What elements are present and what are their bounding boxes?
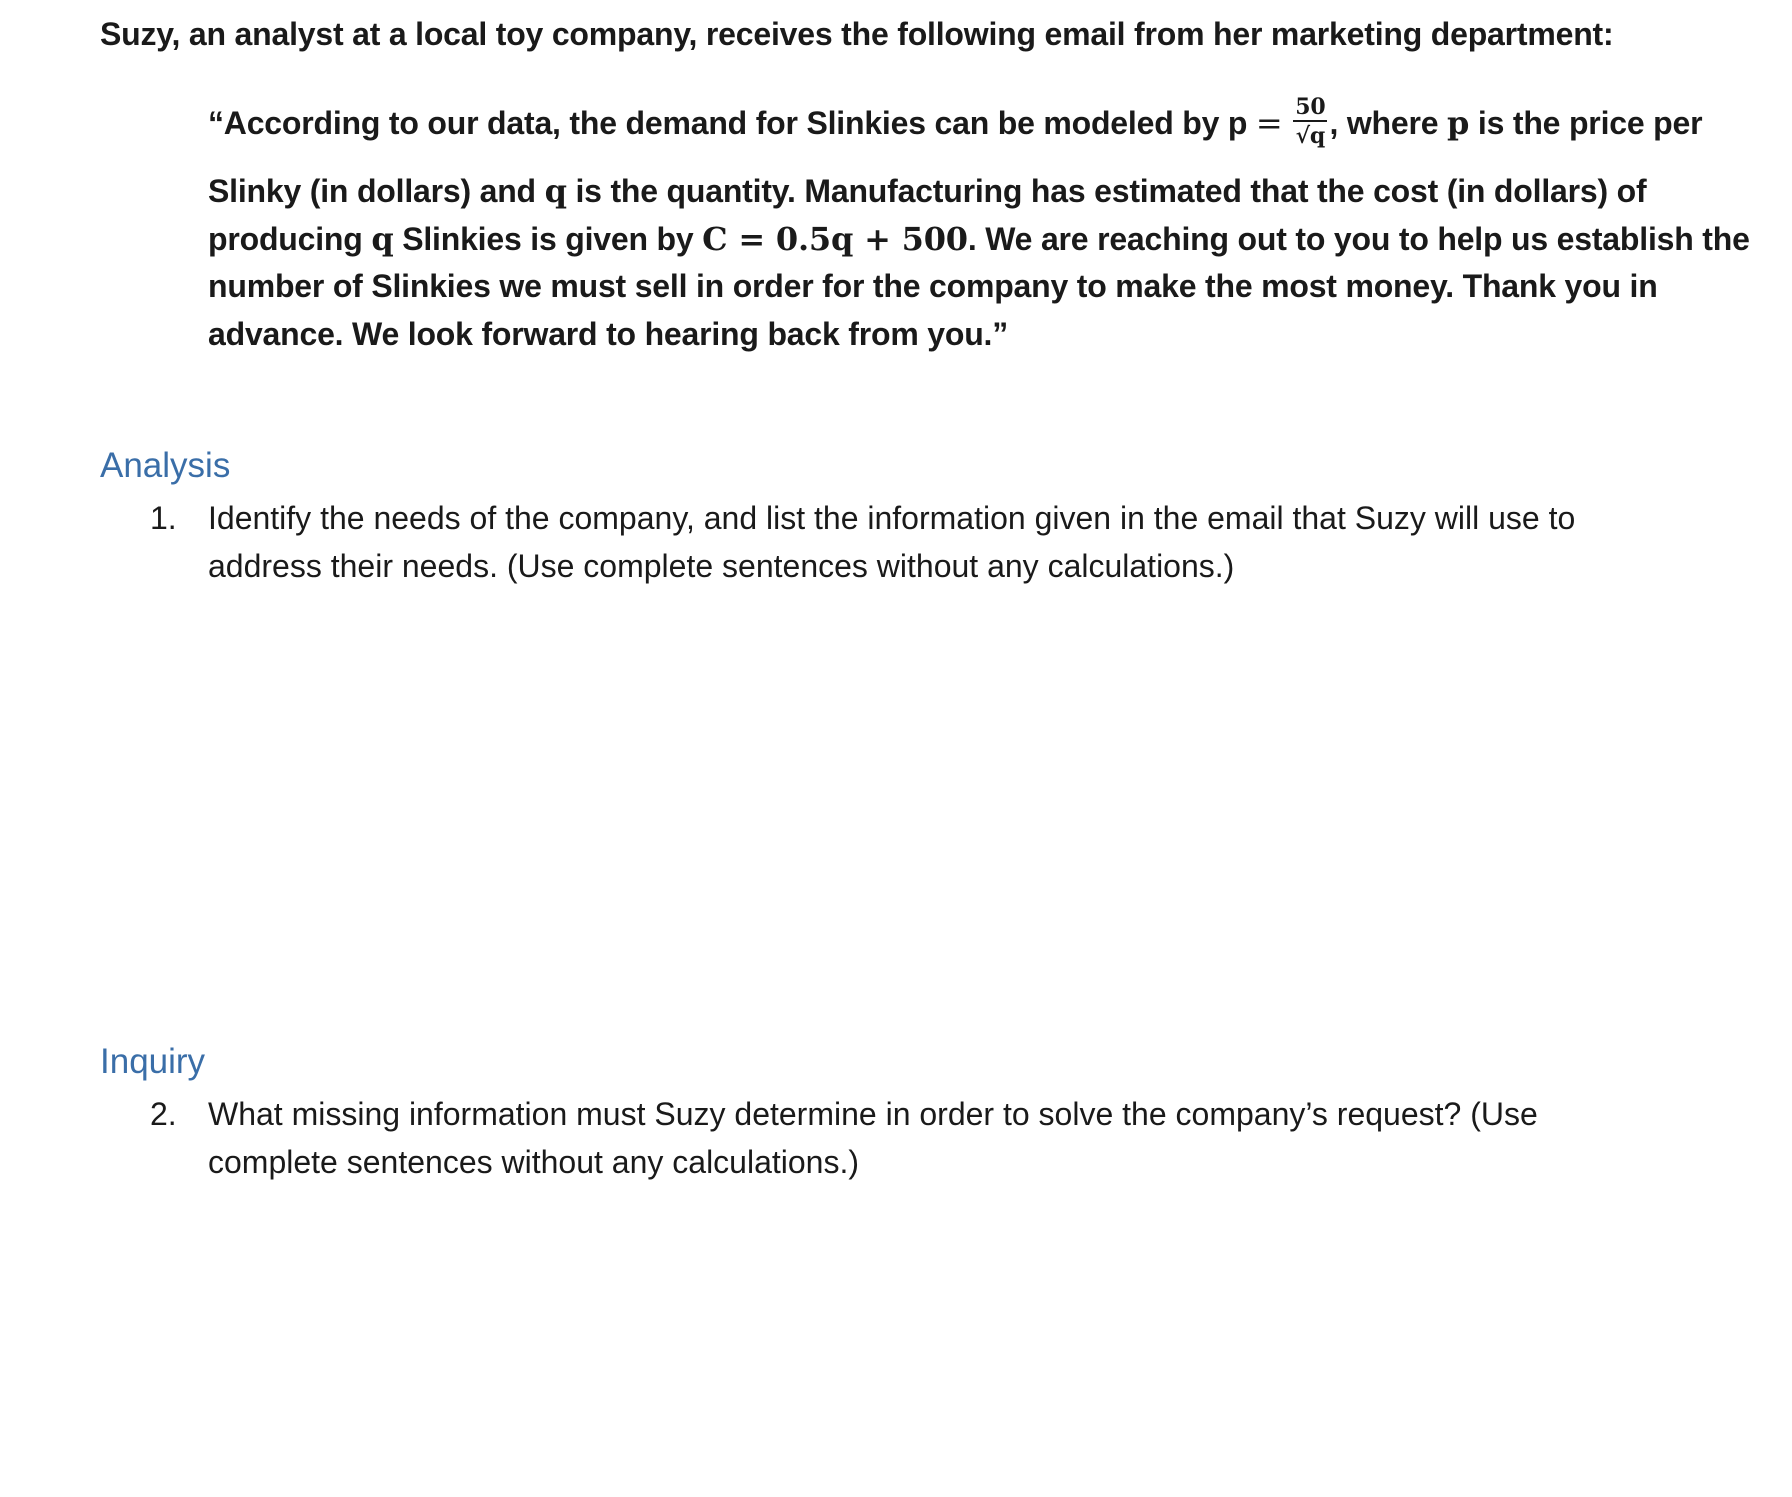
email-line-2 bbox=[208, 168, 1748, 216]
question-line: What missing information must Suzy determine in order to solve the company’s request? (Use bbox=[208, 1096, 1538, 1132]
question-line: address their needs. (Use complete sentences without any calculations.) bbox=[208, 548, 1235, 584]
math-variable-q: q bbox=[371, 219, 394, 258]
fraction-numerator: 50 bbox=[1295, 93, 1326, 120]
question-line: Identify the needs of the company, and list the information given in the email that Suzy will use to bbox=[208, 500, 1576, 536]
cost-formula: C = 0.5q + 500 bbox=[702, 219, 968, 258]
inquiry-heading: Inquiry bbox=[100, 1042, 206, 1081]
math-variable-q: q bbox=[544, 172, 567, 210]
email-quote bbox=[208, 78, 1748, 358]
email-text: producing bbox=[208, 220, 372, 257]
analysis-heading: Analysis bbox=[100, 446, 231, 485]
question-number: 1. bbox=[150, 500, 177, 536]
email-text: Slinky (in dollars) and bbox=[208, 173, 545, 209]
equals-sign: = bbox=[1255, 104, 1283, 142]
question-number: 2. bbox=[150, 1096, 177, 1132]
email-text: . We are reaching out to you to help us establish the bbox=[967, 220, 1750, 257]
email-text: Slinkies is given by bbox=[393, 220, 703, 257]
email-line-1 bbox=[208, 78, 1748, 168]
intro-paragraph: Suzy, an analyst at a local toy company, receives the following email from her marketing department: bbox=[100, 16, 1614, 52]
fraction-denominator: √q bbox=[1295, 122, 1326, 149]
email-text: is the price per bbox=[1469, 105, 1703, 141]
email-text: “According to our data, the demand for Slinkies can be modeled by p bbox=[208, 105, 1256, 141]
email-text: is the quantity. Manufacturing has estimated that the cost (in dollars) of bbox=[566, 173, 1647, 209]
math-variable-p: p bbox=[1447, 104, 1470, 142]
question-text bbox=[208, 494, 1748, 590]
question-line: complete sentences without any calculations.) bbox=[208, 1144, 860, 1180]
question-text bbox=[208, 1090, 1748, 1186]
demand-fraction bbox=[1293, 94, 1327, 150]
email-line-4: number of Slinkies we must sell in order for the company to make the most money. Thank you in bbox=[208, 268, 1658, 304]
email-text: , where bbox=[1329, 105, 1448, 141]
email-line-3 bbox=[208, 216, 1748, 264]
email-line-5: advance. We look forward to hearing back from you.” bbox=[208, 315, 1009, 352]
